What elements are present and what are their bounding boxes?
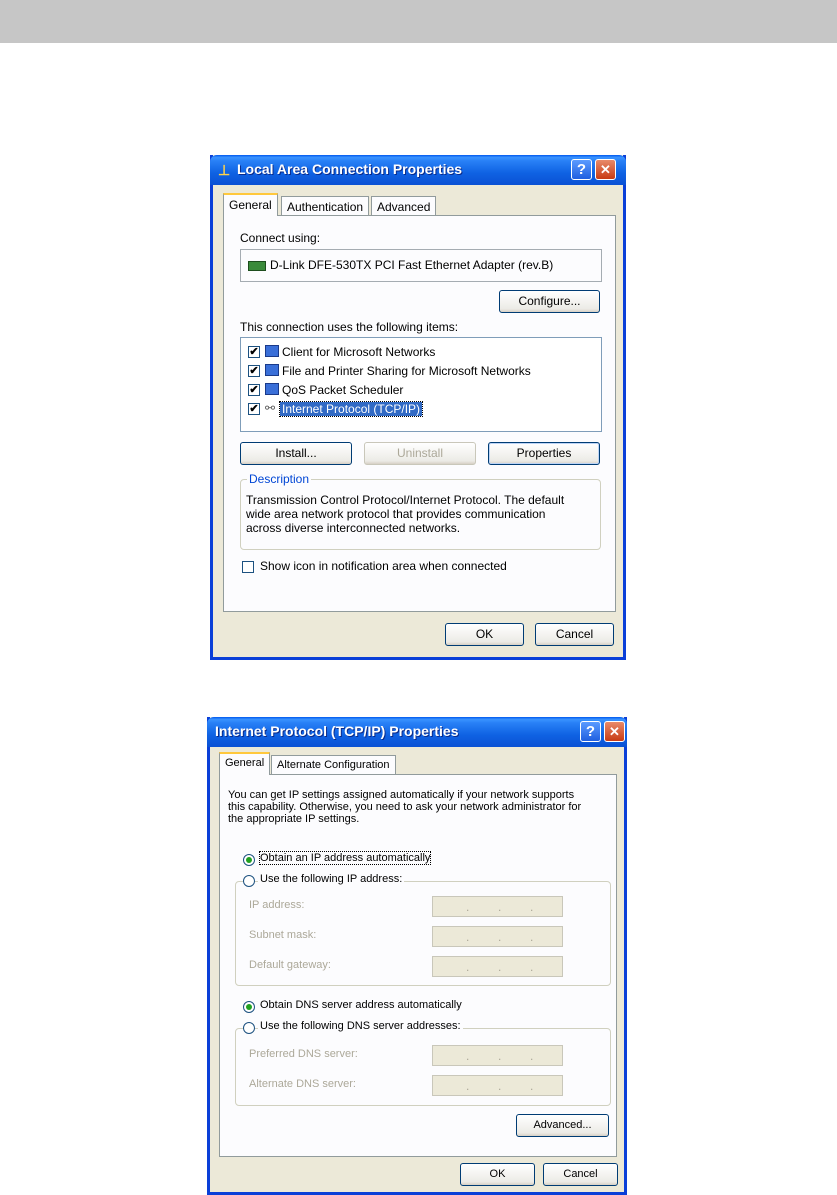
properties-button[interactable] — [488, 442, 600, 465]
title-bar[interactable] — [207, 717, 627, 747]
advanced-label: Advanced... — [533, 1119, 592, 1131]
top-gray-bar — [0, 0, 837, 43]
intro-line-1: You can get IP settings assigned automatically if your network supports — [228, 789, 575, 801]
checkbox[interactable]: ✔ — [249, 346, 259, 358]
ip-dot: . — [498, 1049, 502, 1063]
title-bar[interactable] — [210, 155, 626, 185]
ip-dot: . — [498, 1079, 502, 1093]
uninstall-label: Uninstall — [396, 446, 444, 460]
ip-dot: . — [498, 930, 502, 944]
uninstall-button[interactable] — [364, 442, 476, 465]
tcpip-properties-dialog — [207, 717, 627, 1195]
item-label: File and Printer Sharing for Microsoft Networks — [282, 364, 531, 378]
intro-line-3: the appropriate IP settings. — [228, 813, 360, 825]
use-following-dns-radio[interactable] — [243, 1022, 255, 1034]
close-button[interactable]: ✕ — [595, 159, 616, 180]
list-item[interactable] — [248, 344, 588, 361]
checkbox[interactable]: ✔ — [249, 384, 259, 396]
ip-dot: . — [530, 960, 534, 974]
list-item[interactable] — [248, 382, 588, 399]
install-label: Install... — [275, 446, 317, 460]
ok-label: OK — [489, 1168, 506, 1180]
default-gateway-field[interactable] — [432, 956, 563, 977]
general-tab-panel — [219, 774, 617, 1157]
ip-dot: . — [498, 900, 502, 914]
description-line-1: Transmission Control Protocol/Internet Protocol. The default — [246, 493, 565, 507]
configure-button[interactable] — [499, 290, 600, 313]
ip-dot: . — [466, 930, 470, 944]
components-list[interactable] — [240, 337, 602, 432]
description-line-2: wide area network protocol that provides communication — [246, 507, 546, 521]
network-client-icon — [265, 345, 279, 357]
list-item[interactable] — [248, 363, 588, 380]
adapter-field — [240, 249, 602, 282]
description-line-3: across diverse interconnected networks. — [246, 521, 461, 535]
description-group — [240, 472, 601, 550]
list-item[interactable] — [248, 401, 588, 418]
tab-advanced[interactable]: Advanced — [371, 196, 436, 216]
use-following-ip-label[interactable]: Use the following IP address: — [260, 873, 403, 885]
description-title: Description — [249, 472, 310, 486]
ip-dot: . — [498, 960, 502, 974]
items-label: This connection uses the following items: — [240, 320, 459, 334]
ok-button[interactable] — [460, 1163, 535, 1186]
show-icon-checkbox[interactable] — [242, 561, 254, 573]
ip-dot: . — [530, 900, 534, 914]
adapter-name: D-Link DFE-530TX PCI Fast Ethernet Adapter (rev.B) — [270, 258, 554, 272]
ip-address-field[interactable] — [432, 896, 563, 917]
ip-dot: . — [466, 960, 470, 974]
help-button[interactable]: ? — [580, 721, 601, 742]
help-button[interactable]: ? — [571, 159, 592, 180]
item-label: QoS Packet Scheduler — [282, 383, 404, 397]
general-tab-panel — [223, 215, 616, 612]
tab-general[interactable]: General — [223, 193, 278, 216]
show-icon-label[interactable]: Show icon in notification area when connected — [260, 559, 507, 573]
alternate-dns-field[interactable] — [432, 1075, 563, 1096]
default-gateway-label: Default gateway: — [249, 959, 331, 971]
cancel-button[interactable] — [543, 1163, 618, 1186]
checkbox[interactable]: ✔ — [249, 403, 259, 415]
qos-scheduler-icon — [265, 383, 279, 395]
cancel-button[interactable] — [535, 623, 614, 646]
file-printer-sharing-icon — [265, 364, 279, 376]
dialog-title: Internet Protocol (TCP/IP) Properties — [215, 723, 459, 739]
use-following-ip-radio[interactable] — [243, 875, 255, 887]
network-adapter-icon — [248, 261, 266, 271]
properties-label: Properties — [516, 446, 572, 460]
ip-dot: . — [530, 1049, 534, 1063]
intro-line-2: this capability. Otherwise, you need to ask your network administrator for — [228, 801, 582, 813]
ok-button[interactable] — [445, 623, 524, 646]
network-connection-icon: ⊥ — [218, 162, 231, 178]
subnet-mask-field[interactable] — [432, 926, 563, 947]
dialog-title: Local Area Connection Properties — [237, 161, 463, 177]
item-label: Client for Microsoft Networks — [282, 345, 436, 359]
close-button[interactable]: ✕ — [604, 721, 625, 742]
cancel-label: Cancel — [563, 1168, 598, 1180]
preferred-dns-field[interactable] — [432, 1045, 563, 1066]
install-button[interactable] — [240, 442, 352, 465]
preferred-dns-label: Preferred DNS server: — [249, 1048, 358, 1060]
ip-address-label: IP address: — [249, 899, 305, 911]
ok-label: OK — [475, 627, 494, 641]
local-area-connection-properties-dialog — [210, 155, 626, 660]
alternate-dns-label: Alternate DNS server: — [249, 1078, 356, 1090]
cancel-label: Cancel — [555, 627, 594, 641]
configure-label: Configure... — [518, 294, 581, 308]
protocol-icon: ⚯ — [265, 401, 276, 415]
tab-alternate-configuration[interactable]: Alternate Configuration — [271, 755, 396, 775]
tab-authentication[interactable]: Authentication — [281, 196, 369, 216]
ip-dot: . — [466, 900, 470, 914]
item-label: Internet Protocol (TCP/IP) — [282, 402, 421, 416]
subnet-mask-label: Subnet mask: — [249, 929, 317, 941]
tab-general[interactable]: General — [219, 752, 270, 775]
ip-dot: . — [466, 1079, 470, 1093]
checkbox[interactable]: ✔ — [249, 365, 259, 377]
connect-using-label: Connect using: — [240, 231, 321, 245]
obtain-ip-auto-radio[interactable] — [243, 854, 255, 866]
advanced-button[interactable] — [516, 1114, 609, 1137]
use-following-dns-label[interactable]: Use the following DNS server addresses: — [260, 1020, 461, 1032]
obtain-ip-auto-label[interactable]: Obtain an IP address automatically — [260, 852, 431, 864]
ip-dot: . — [530, 930, 534, 944]
obtain-dns-auto-label[interactable]: Obtain DNS server address automatically — [260, 999, 462, 1011]
ip-dot: . — [530, 1079, 534, 1093]
obtain-dns-auto-radio[interactable] — [243, 1001, 255, 1013]
ip-dot: . — [466, 1049, 470, 1063]
